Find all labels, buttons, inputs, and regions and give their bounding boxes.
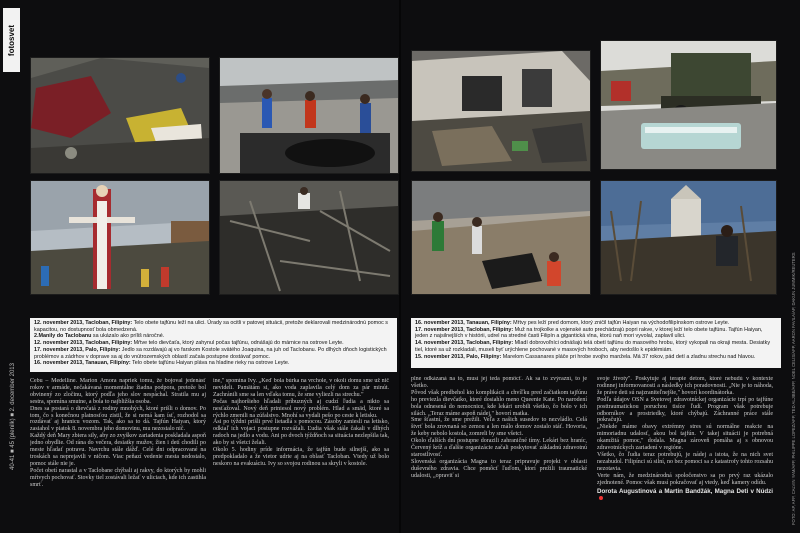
left-margin <box>0 0 26 533</box>
paragraph: Dnes sa postará o dievčatá z rodiny mnohých, ktoré prišli o domov. Po tom, čo s konečnou platnosťou zistil, že si nemá kam ísť, rozhodol sa rozdávať aj hranicu vozom. Tak, ako sa to dá. Tajfún Haiyan, ktorý zasiahol v piatok 8. novembra jeho domovinu, mu nezostalo nič. <box>30 405 206 433</box>
paragraph: Sme šťastní, že sme prežili. Veľa z našich susedov to nezvládlo. Celá štvrť bola zrovnaná so zemou a len málo domov zostalo stáť. Hovoria, že keby nebolo kostola, zomreli by sme všetci. <box>411 417 587 438</box>
right-margin <box>786 0 800 533</box>
paragraph: Okolo ďalších dní postupne dorazili zahraničné tímy. Lekári bez hraníc, Červený kríž a ďalšie organizácie začali poskytovať základnú zdravotnú starostlivosť. <box>411 438 587 458</box>
paragraph: Počas najhoršieho hľadali príbuzných aj cudzí ľudia a nikto sa nesťažoval. Nový deň priniesol nový problém. Hlad a smäd, ktoré sa rýchlo zmenili na zúfalstvo. Mnohí sa vydali pešo po ceste k letisku. <box>213 398 389 419</box>
photo-jesus-statue <box>30 180 210 295</box>
photo-debris-clothes <box>30 57 210 174</box>
page-gutter <box>399 0 401 533</box>
body-column-4 <box>597 376 773 528</box>
paragraph: Všetko, čo ľudia teraz potrebujú, je nádej a istota, že na nich svet nezabudol. Filipínci sú silní, no bez pomoci sa z katastrofy tohto rozsahu nezotavia. <box>597 451 773 472</box>
caption: 17. november 2013, Palo, Filipíny: Jedlo sa rozdávajú aj vo farskom Kostole svätého Joaquina, na juh od Taclobanu. Po dlhých dňoch logistických problémov a zádrhov v doprave sa aj do vnútrozemských oblastí začala postupne dostávať pomoc. <box>34 346 387 360</box>
caption: 2.Manily do Taclobanu sa ukázalo ako príliš náročné. <box>34 333 165 340</box>
paragraph: plne odkázaná na to, musí jej teda pomôcť. Ak sa to zvýrazní, to je všetko. <box>411 376 587 389</box>
page-folio: 40-41 ■ 45 (plenilk) ■ 2. december 2013 <box>10 363 16 470</box>
photo-boy-in-rubble <box>219 180 399 295</box>
caption: 12. november 2013, Tacloban, Filipíny: Mŕtve telo dievčaťa, ktorý zahynul počas tajfúnu, odnášajú do márnice na ostrove Leyte. <box>34 340 344 347</box>
paragraph: Asi po týždni prišli prvé lietadlá s pomocou. Zásoby zaniesli na letisko, odkiaľ ich vojaci postupne rozvážali. Ľudia však stále čakali v dlhých radoch na jedlo a vodu. Ani po dvoch týždňoch sa situácia nezlepšila tak, ako by si všetci želali. <box>213 419 389 447</box>
paragraph: Každý deň Mary zbiera sily, aby zo zvyškov zariadenia poskladala aspoň jedno obydlie. Od rána do večera, desiatky mužov, žien i detí chodili po meste hľadať potravu. Navrchu stále dážď. Celé dni odpracované na troskách sa neprejavili v ničom. Viac peňazí vedenie mesta nedostalo, pomoc stále nie je. <box>30 433 206 467</box>
paragraph: svoje životy". Poskytuje aj terapie detom, ktoré nebudú v kontexte rodinnej informovanosti a následky ich poradovnosti. „Nie je to náhoda, že práve deti sú najzraniteľnejšie," hovorí koordinátorka. <box>597 376 773 396</box>
paragraph: Okolo 5. hodiny príde informácia, že tajfún bude silnejší, ako sa predpokladalo a že vietor udrie aj na oblasť Tacloban. Vtedy už bolo neskoro na evakuáciu. Ivy so svojou rodinou sa skryli v kostole. <box>213 447 389 467</box>
caption: 12. november 2013, Tacloban, Filipíny: Telo obete tajfúnu leží na ulici. Úrady sa ocitli v patovej situácii, pretože deklarovali medzinárodnú pomoc s kapacitou, no dostupnosť bola obmedzená. <box>34 320 388 333</box>
caption: 14. november 2013, Tacloban, Filipíny: Mladí dobrovoľníci odnášajú telá obetí tajfúnu do masového hrobu, ktorý vykopali na okraji mesta. Desiatky tiel, ktoré sa už rozkladali, museli byť urýchlene pochované v masových hroboch, aby nedošlo k epidémiám. <box>415 340 771 353</box>
paragraph: Podľa údajov OSN a Svetovej zdravotníckej organizácie trpí po tajfúne posttraumatickou poruchou tisíce ľudí. Program však potrebuje odborníkov a prostriedky, ktoré chýbajú. Záchranné práce stále pokračujú. <box>597 396 773 424</box>
paragraph: Pôvod však predbehol kto komplikácii a chvíľku pred začiatkom tajfúnu ho previezla dievčatko, ktoré dosiahlo meno Queenie Kate. Po narodení bola odnesená do nemocnice, kde lekári urobili všetko, čo bolo v ich silách. „Teraz máme aspoň nádej," hovorí matka. <box>411 389 587 417</box>
caption: 16. november 2013, Tanauan, Filipíny: Telo obete tajfúnu Haiyan pláva na hladine rieky na ostrove Leyte. <box>34 360 290 367</box>
caption: 16. november 2013, Tanauan, Filipíny: Mŕtvy pes leží pred domom, ktorý zničil tajfún Haiyan na východofilipínskom ostrove Leyte. <box>415 320 730 326</box>
captions-right <box>411 318 781 368</box>
caption: 15. november 2013, Palo, Filipíny: Marelom Cassanares pláče pri hrobe svojho manžela. Má 37 rokov, pád detí a zladnu strechu nad hlavou. <box>415 353 756 360</box>
paragraph: Počet obetí narastal a v Taclobane chýbali aj rakvy, do ktorých by mohli mŕtvych pochovať. Stovky tiel zostávali ležať v uliciach, kde ich zastihla smrť. <box>30 467 206 488</box>
body-column-1 <box>30 378 206 528</box>
body-column-2 <box>213 378 389 528</box>
paragraph: ine," spomína Ivy. „Keď bola búrka na vrchole, v okolí domu sme už nič nevideli. Pamätám si, ako voda zaplavila celý dom za pár minút. Zachránili sme sa len vďaka tomu, že sme vyliezli na strechu." <box>213 378 389 398</box>
photo-truck-coffin <box>600 40 777 170</box>
body-column-3 <box>411 376 587 528</box>
captions-left <box>30 318 397 372</box>
author-byline: Dorota Augustinová a Martin Bandžák, Magna Deti v Núdzi <box>597 489 773 503</box>
photo-men-lifting-bags <box>219 57 399 174</box>
paragraph: „Niekde máme obavy extrémny stres sú normálne reakcie na mimoriadnu udalosť, akou bol tajfún. V takej situácii je potrebná okamžitá pomoc," dodala. Magna zároveň pomáha aj s obnovou zdravotníckych zariadení v regióne. <box>597 424 773 452</box>
section-label: fotosvet <box>7 24 16 56</box>
paragraph: Verte nám, že medzinárodná spoločenstvo sa po prvý raz ukázalo zjednotené. Pomoc však musí pokračovať aj vtedy, keď kamery odídu. <box>597 472 773 486</box>
photo-destroyed-house <box>411 50 591 172</box>
caption: 17. november 2013, Tacloban, Filipíny: Muž na trojkolke a vojenské auto prechádzajú popri rakve, v ktorej leží telo obete tajfúnu. Tajfún Haiyan, jeden z najsilnejších v histórii, udrel na stredné časti Filipín a gigantická vlna, ktorú naň mori vyvolal, zaplavil ulici. <box>415 326 763 340</box>
paragraph: Cebu – Medellíne. Marion Amora napriek tomu, že bojoval jedenásť rokov v armáde, nečakávaná momentálne žiadna podpora, pretože bol obvinený zo zločinu, ktorý podľa jeho slov nespáchal. Stratila mu aj sestra, spomína smutne, a bola to najbližšia osoba. <box>30 378 206 405</box>
photo-credit: FOTO: AP, AFP, CALVIN YAM/AFP, PHILIPPE LOPEZ/AFP, TED ALJIBE/AFP, NOEL CELIS/AFP, AARON FAVILA/AP, DAKUN JUMMIK/REUTERS <box>791 252 796 525</box>
photo-rescuers-on-slope <box>411 180 591 295</box>
photo-woman-church-ruins <box>600 180 777 295</box>
paragraph: Slovenská organizácia Magna to teraz pripravuje projekt v oblasti duševného zdravia. Chce pomôcť ľuďom, ktorí prežili traumatické udalosti, „opraviť si <box>411 458 587 479</box>
section-tab <box>3 8 20 72</box>
end-mark-icon <box>599 496 603 500</box>
